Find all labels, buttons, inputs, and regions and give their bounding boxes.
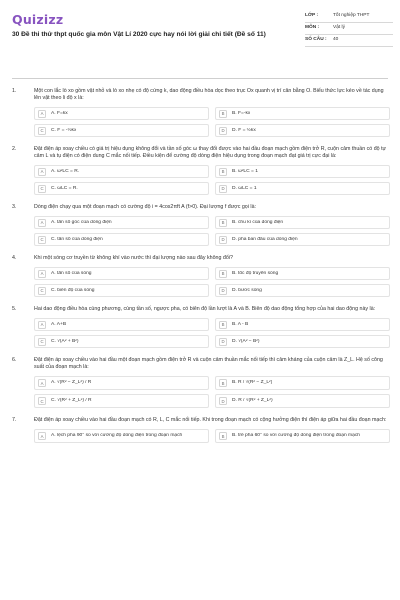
question-text: Khi một sóng cơ truyền từ không khí vào nước thì đại lượng nào sau đây không đổi? (34, 255, 233, 261)
question-number: 5. (12, 306, 17, 312)
option-text: A. A+B (51, 321, 67, 327)
answer-option[interactable] (215, 233, 390, 246)
option-letter-badge: A (38, 110, 46, 118)
answer-option[interactable] (215, 318, 390, 331)
answer-option[interactable] (215, 124, 390, 137)
answer-option[interactable] (34, 267, 209, 280)
answer-option[interactable] (34, 165, 209, 178)
question-number: 2. (12, 146, 17, 152)
answer-option[interactable] (215, 429, 390, 443)
question-number: 1. (12, 88, 17, 94)
question-item (12, 146, 390, 195)
question-number: 3. (12, 204, 17, 210)
option-letter-badge: D (219, 185, 227, 193)
question-item (12, 357, 390, 408)
option-letter-badge: B (219, 168, 227, 176)
option-letter-badge: C (38, 185, 46, 193)
meta-label: MÔN : (305, 25, 320, 30)
question-list (12, 88, 390, 452)
question-number: 7. (12, 417, 17, 423)
option-text: C. biên độ của sóng (51, 287, 95, 293)
option-letter-badge: D (219, 338, 227, 346)
option-text: A. lệch pha 90° so với cường độ dòng điện trong đoạn mạch (51, 433, 183, 438)
option-letter-badge: A (38, 379, 46, 387)
answer-option[interactable] (215, 107, 390, 120)
option-letter-badge: B (219, 321, 227, 329)
option-text: D. √(A² − B²) (232, 338, 260, 344)
answer-option[interactable] (215, 165, 390, 178)
answer-options (34, 165, 390, 195)
option-text: A. F=kx (51, 110, 68, 116)
meta-label: LỚP : (305, 13, 319, 18)
answer-option[interactable] (34, 233, 209, 246)
quizizz-logo: Quizizz (12, 12, 64, 27)
question-item (12, 88, 390, 137)
question-text: Đặt điện áp xoay chiều vào hai đầu một đoạn mạch gồm điện trở R và cuộn cảm thuần mắc nối tiếp thì cảm kháng của cuộn cảm là Z_L. Hệ số công suất của đoạn mạch là: (34, 357, 383, 370)
option-letter-badge: D (219, 127, 227, 135)
answer-option[interactable] (34, 318, 209, 331)
option-letter-badge: B (219, 270, 227, 278)
answer-options (34, 216, 390, 246)
question-item (12, 204, 390, 246)
meta-row-question-count (305, 35, 393, 47)
option-letter-badge: D (219, 287, 227, 295)
answer-option[interactable] (34, 216, 209, 229)
answer-option[interactable] (34, 394, 209, 408)
meta-row-subject (305, 23, 393, 35)
meta-value: Vật lý (333, 25, 345, 30)
answer-option[interactable] (215, 376, 390, 390)
answer-options (34, 107, 390, 137)
question-text: Một con lắc lò xo gồm vật nhỏ và lò xo nhẹ có độ cứng k, dao động điều hòa dọc theo trục Ox quanh vị trí cân bằng O. Biểu thức lực kéo về tác dụng lên vật theo li độ x là: (34, 88, 384, 101)
answer-option[interactable] (215, 284, 390, 297)
option-text: C. tần số của dòng điện (51, 236, 103, 242)
option-text: A. ω²LC = R. (51, 168, 80, 174)
answer-option[interactable] (215, 394, 390, 408)
option-letter-badge: C (38, 287, 46, 295)
option-letter-badge: C (38, 236, 46, 244)
meta-value: 40 (333, 37, 339, 42)
meta-value: Tốt nghiệp THPT (333, 13, 370, 18)
answer-option[interactable] (34, 429, 209, 443)
option-letter-badge: A (38, 432, 46, 440)
option-letter-badge: B (219, 110, 227, 118)
option-letter-badge: B (219, 219, 227, 227)
option-letter-badge: A (38, 321, 46, 329)
question-item (12, 417, 390, 443)
question-item (12, 255, 390, 297)
answer-option[interactable] (215, 182, 390, 195)
meta-label: SỐ CÂU : (305, 37, 327, 42)
answer-option[interactable] (34, 376, 209, 390)
answer-options (34, 318, 390, 348)
option-text: B. A - B (232, 321, 249, 327)
option-letter-badge: C (38, 338, 46, 346)
option-text: A. tần số góc của dòng điện (51, 219, 112, 225)
answer-options (34, 376, 390, 408)
answer-option[interactable] (34, 107, 209, 120)
option-text: C. √(R² + Z_L²) / R (51, 398, 92, 403)
option-text: A. tần số của sóng (51, 270, 92, 276)
answer-options (34, 429, 390, 443)
question-text: Đặt điện áp xoay chiều vào hai đầu đoạn mạch có R, L, C mắc nối tiếp. Khi trong đoạn mạch có cộng hưởng điện thì điện áp giữa hai đầu đoạn mạch: (34, 417, 387, 423)
option-letter-badge: B (219, 432, 227, 440)
option-text: B. trễ pha 60° so với cường độ dòng điện trong đoạn mạch (232, 433, 361, 438)
question-number: 4. (12, 255, 17, 261)
option-letter-badge: A (38, 219, 46, 227)
option-letter-badge: A (38, 270, 46, 278)
question-item (12, 306, 390, 348)
answer-option[interactable] (215, 216, 390, 229)
option-text: B. F=-kx (232, 110, 251, 116)
option-text: B. chu kì của dòng điện (232, 219, 284, 225)
meta-row-class (305, 11, 393, 23)
option-text: B. ω²LC = 1 (232, 168, 258, 174)
option-text: B. tốc độ truyền sóng (232, 270, 279, 276)
option-text: D. ωLC = 1 (232, 185, 257, 191)
option-text: B. R / √(R² − Z_L²) (232, 380, 273, 385)
header-divider (12, 78, 388, 79)
option-letter-badge: C (38, 397, 46, 405)
option-text: D. R / √(R² + Z_L²) (232, 398, 273, 403)
option-text: C. F = -½kx (51, 127, 77, 133)
option-letter-badge: D (219, 397, 227, 405)
answer-option[interactable] (34, 124, 209, 137)
question-number: 6. (12, 357, 17, 363)
answer-options (34, 267, 390, 297)
question-text: Đặt điện áp xoay chiều có giá trị hiệu dụng không đổi và tần số góc ω thay đổi được vào hai đầu đoạn mạch gồm điện trở R, cuộn cảm thuần có độ tự cảm L và tụ điện có điện dung C mắc nối tiếp. Điều kiện để cường độ dòng điện hiệu dụng trong đoạn mạch đạt giá trị cực đại là: (34, 146, 387, 159)
option-text: C. ωLC = R. (51, 185, 78, 191)
worksheet-meta (305, 11, 393, 47)
option-letter-badge: B (219, 379, 227, 387)
option-text: D. bước sóng (232, 287, 262, 293)
option-text: D. F = ½kx (232, 127, 256, 133)
answer-option[interactable] (34, 335, 209, 348)
option-letter-badge: D (219, 236, 227, 244)
option-text: C. √(A² + B²) (51, 338, 79, 344)
answer-option[interactable] (34, 182, 209, 195)
answer-option[interactable] (215, 335, 390, 348)
worksheet-title: 30 Đề thi thử thpt quốc gia môn Vật Lí 2020 cực hay nói lời giải chi tiết (Đề số 11) (12, 31, 266, 38)
question-text: Hai dao động điều hòa cùng phương, cùng tần số, ngược pha, có biên độ lần lượt là A và B. Biên độ dao động tổng hợp của hai dao động này là: (34, 306, 376, 312)
worksheet-header (0, 0, 400, 76)
answer-option[interactable] (34, 284, 209, 297)
option-letter-badge: A (38, 168, 46, 176)
option-text: A. √(R² − Z_L²) / R (51, 380, 92, 385)
option-text: D. pha ban đầu của dòng điện (232, 236, 298, 242)
option-letter-badge: C (38, 127, 46, 135)
answer-option[interactable] (215, 267, 390, 280)
question-text: Dòng điện chạy qua một đoạn mạch có cường độ i = 4cos2πft A (f>0). Đại lượng f được gọi là: (34, 204, 256, 210)
